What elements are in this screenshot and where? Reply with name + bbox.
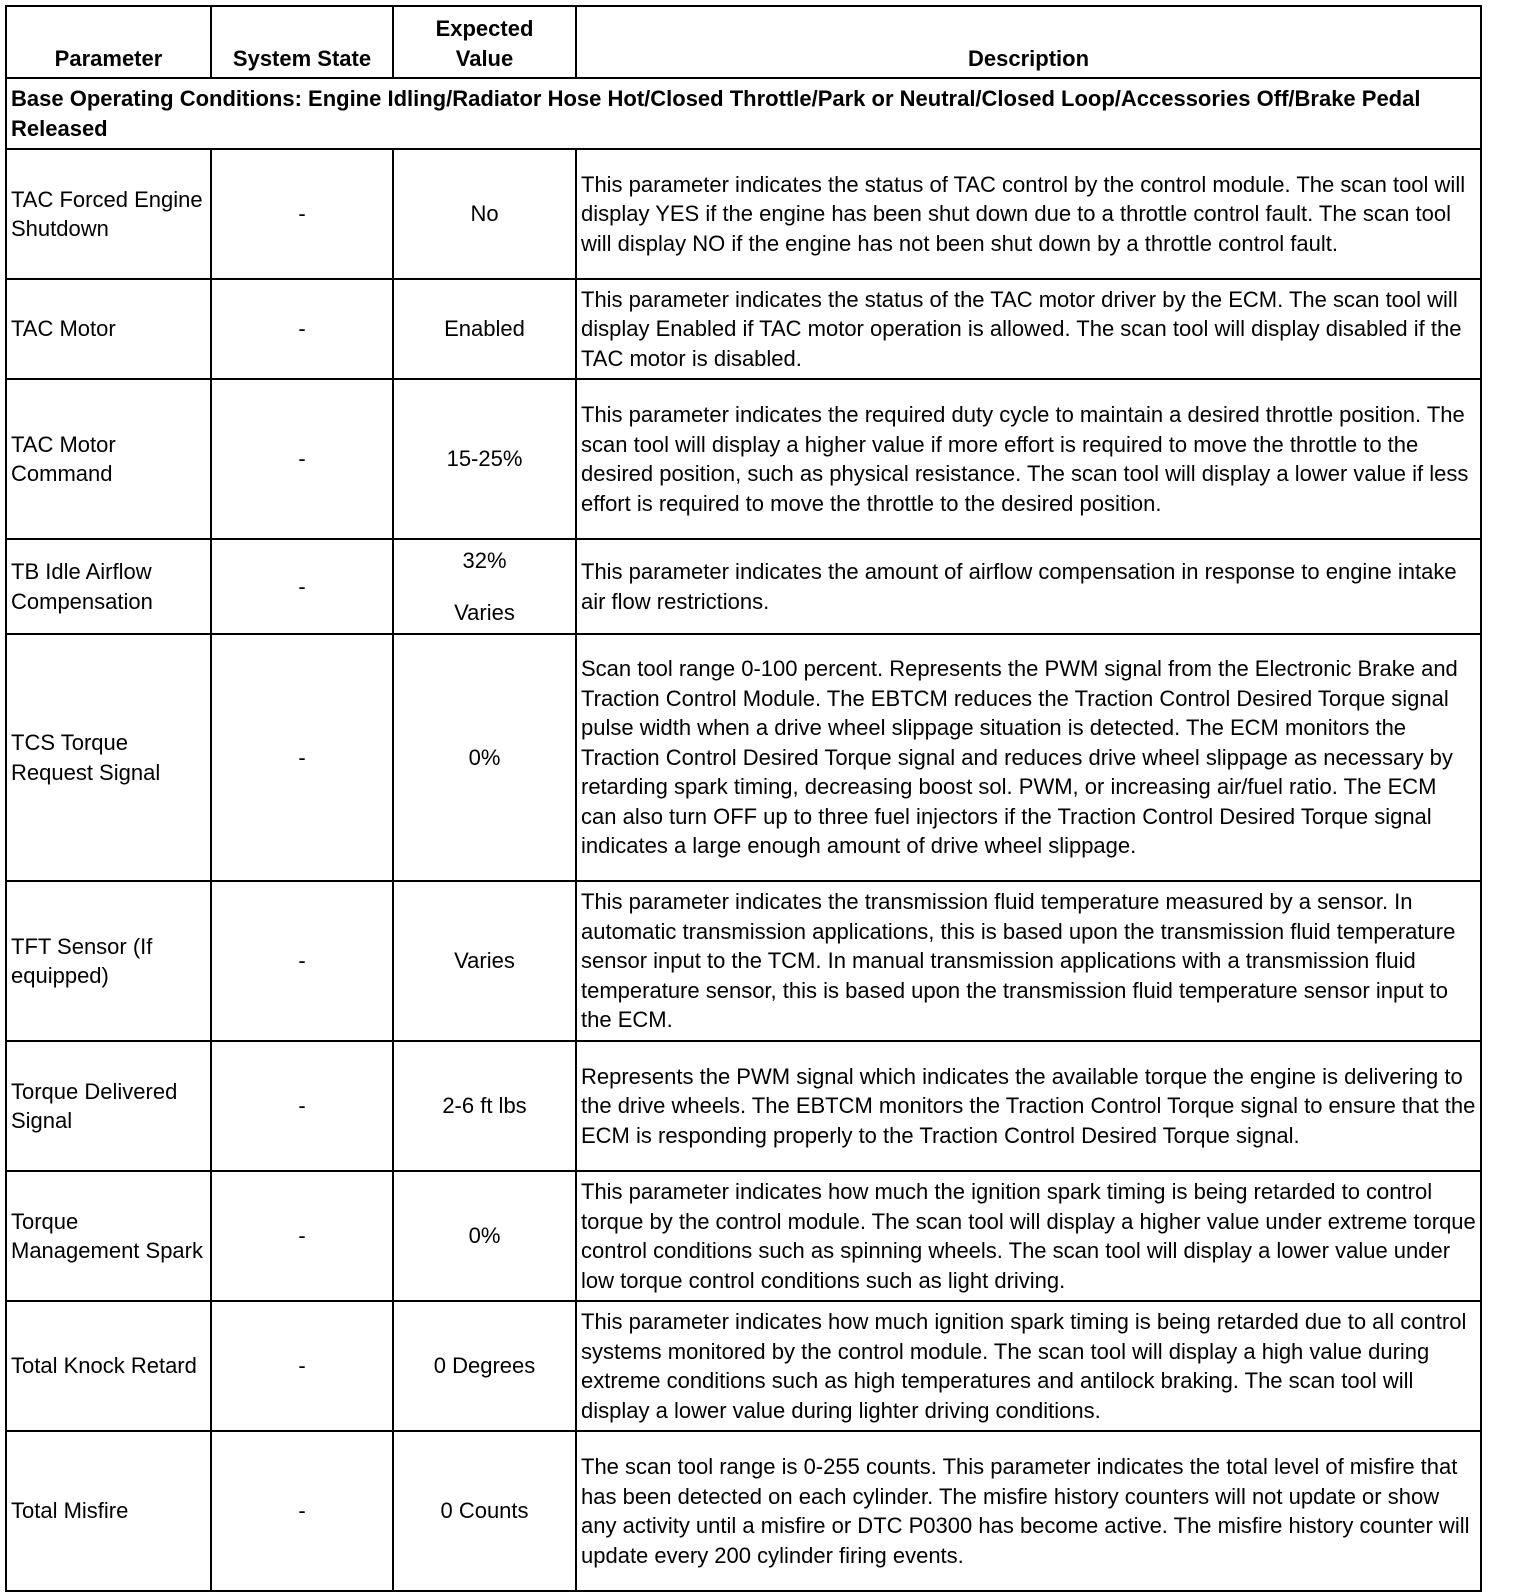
system-state-cell: - bbox=[211, 279, 393, 379]
system-state-cell: - bbox=[211, 634, 393, 881]
table-row bbox=[6, 881, 1481, 1041]
system-state-cell: - bbox=[211, 1171, 393, 1301]
table-row bbox=[6, 539, 1481, 634]
description-cell: The scan tool range is 0-255 counts. This parameter indicates the total level of misfire that has been detected on each cylinder. The misfire history counters will not update or show any activity until a misfire or DTC P0300 has become active. The misfire history counter will update every 200 cylinder firing events. bbox=[576, 1431, 1481, 1591]
parameter-cell: TAC Motor bbox=[6, 279, 211, 379]
parameter-cell: Total Misfire bbox=[6, 1431, 211, 1591]
description-cell: Scan tool range 0-100 percent. Represents the PWM signal from the Electronic Brake and Traction Control Module. The EBTCM reduces the Traction Control Desired Torque signal pulse width when a drive wheel slippage situation is detected. The ECM monitors the Traction Control Desired Torque signal and reduces drive wheel slippage as necessary by retarding spark timing, decreasing boost sol. PWM, or increasing air/fuel ratio. The ECM can also turn OFF up to three fuel injectors if the Traction Control Desired Torque signal indicates a large enough amount of drive wheel slippage. bbox=[576, 634, 1481, 881]
expected-value-cell: Enabled bbox=[393, 279, 576, 379]
header-description: Description bbox=[576, 6, 1481, 78]
system-state-cell: - bbox=[211, 539, 393, 634]
expected-value-alt: Varies bbox=[454, 599, 515, 625]
header-system-state: System State bbox=[211, 6, 393, 78]
table-row bbox=[6, 379, 1481, 539]
description-cell: This parameter indicates the status of TAC control by the control module. The scan tool will display YES if the engine has been shut down due to a throttle control fault. The scan tool will display NO if the engine has not been shut down by a throttle control fault. bbox=[576, 149, 1481, 279]
table-row bbox=[6, 279, 1481, 379]
parameter-cell: Torque Delivered Signal bbox=[6, 1041, 211, 1171]
expected-value-cell: 0 Counts bbox=[393, 1431, 576, 1591]
system-state-cell: - bbox=[211, 1431, 393, 1591]
expected-value-cell: Varies bbox=[393, 881, 576, 1041]
description-cell: This parameter indicates the required duty cycle to maintain a desired throttle position. The scan tool will display a higher value if more effort is required to move the throttle to the desired position, such as physical resistance. The scan tool will display a lower value if less effort is required to move the throttle to the desired position. bbox=[576, 379, 1481, 539]
table-row bbox=[6, 149, 1481, 279]
expected-value-cell: No bbox=[393, 149, 576, 279]
parameter-cell: TFT Sensor (If equipped) bbox=[6, 881, 211, 1041]
parameter-cell: Total Knock Retard bbox=[6, 1301, 211, 1431]
description-cell: This parameter indicates the transmission fluid temperature measured by a sensor. In automatic transmission applications, this is based upon the transmission fluid temperature sensor input to the TCM. In manual transmission applications with a transmission fluid temperature sensor, this is based upon the transmission fluid temperature sensor input to the ECM. bbox=[576, 881, 1481, 1041]
expected-value-cell: 2-6 ft lbs bbox=[393, 1041, 576, 1171]
description-cell: This parameter indicates how much the ignition spark timing is being retarded to control torque by the control module. The scan tool will display a higher value under extreme torque control conditions such as spinning wheels. The scan tool will display a lower value under low torque control conditions such as light driving. bbox=[576, 1171, 1481, 1301]
header-parameter: Parameter bbox=[6, 6, 211, 78]
expected-value-cell: 0% bbox=[393, 634, 576, 881]
table-row bbox=[6, 1171, 1481, 1301]
base-conditions: Base Operating Conditions: Engine Idling/Radiator Hose Hot/Closed Throttle/Park or Neutral/Closed Loop/Accessories Off/Brake Pedal Released bbox=[6, 78, 1481, 149]
parameter-cell: TAC Forced Engine Shutdown bbox=[6, 149, 211, 279]
parameter-cell: Torque Management Spark bbox=[6, 1171, 211, 1301]
table-row bbox=[6, 1301, 1481, 1431]
system-state-cell: - bbox=[211, 1041, 393, 1171]
parameter-cell: TB Idle Airflow Compensation bbox=[6, 539, 211, 634]
system-state-cell: - bbox=[211, 149, 393, 279]
base-conditions-row bbox=[6, 78, 1481, 149]
parameter-cell: TAC Motor Command bbox=[6, 379, 211, 539]
expected-value: 32% bbox=[462, 548, 507, 573]
system-state-cell: - bbox=[211, 881, 393, 1041]
table-row bbox=[6, 634, 1481, 881]
system-state-cell: - bbox=[211, 1301, 393, 1431]
description-cell: This parameter indicates the status of the TAC motor driver by the ECM. The scan tool will display Enabled if TAC motor operation is allowed. The scan tool will display disabled if the TAC motor is disabled. bbox=[576, 279, 1481, 379]
table-row bbox=[6, 1041, 1481, 1171]
parameter-cell: TCS Torque Request Signal bbox=[6, 634, 211, 881]
header-row bbox=[6, 6, 1481, 78]
description-cell: This parameter indicates the amount of airflow compensation in response to engine intake air flow restrictions. bbox=[576, 539, 1481, 634]
parameter-table bbox=[5, 5, 1482, 1592]
description-cell: Represents the PWM signal which indicates the available torque the engine is delivering to the drive wheels. The EBTCM monitors the Traction Control Torque signal to ensure that the ECM is responding properly to the Traction Control Desired Torque signal. bbox=[576, 1041, 1481, 1171]
expected-value-cell: 15-25% bbox=[393, 379, 576, 539]
expected-value-cell: 0 Degrees bbox=[393, 1301, 576, 1431]
header-expected-value: Expected Value bbox=[393, 6, 576, 78]
expected-value-cell bbox=[393, 539, 576, 634]
table-row bbox=[6, 1431, 1481, 1591]
expected-value-cell: 0% bbox=[393, 1171, 576, 1301]
description-cell: This parameter indicates how much ignition spark timing is being retarded due to all control systems monitored by the control module. The scan tool will display a high value during extreme conditions such as high temperatures and antilock braking. The scan tool will display a lower value during lighter driving conditions. bbox=[576, 1301, 1481, 1431]
system-state-cell: - bbox=[211, 379, 393, 539]
